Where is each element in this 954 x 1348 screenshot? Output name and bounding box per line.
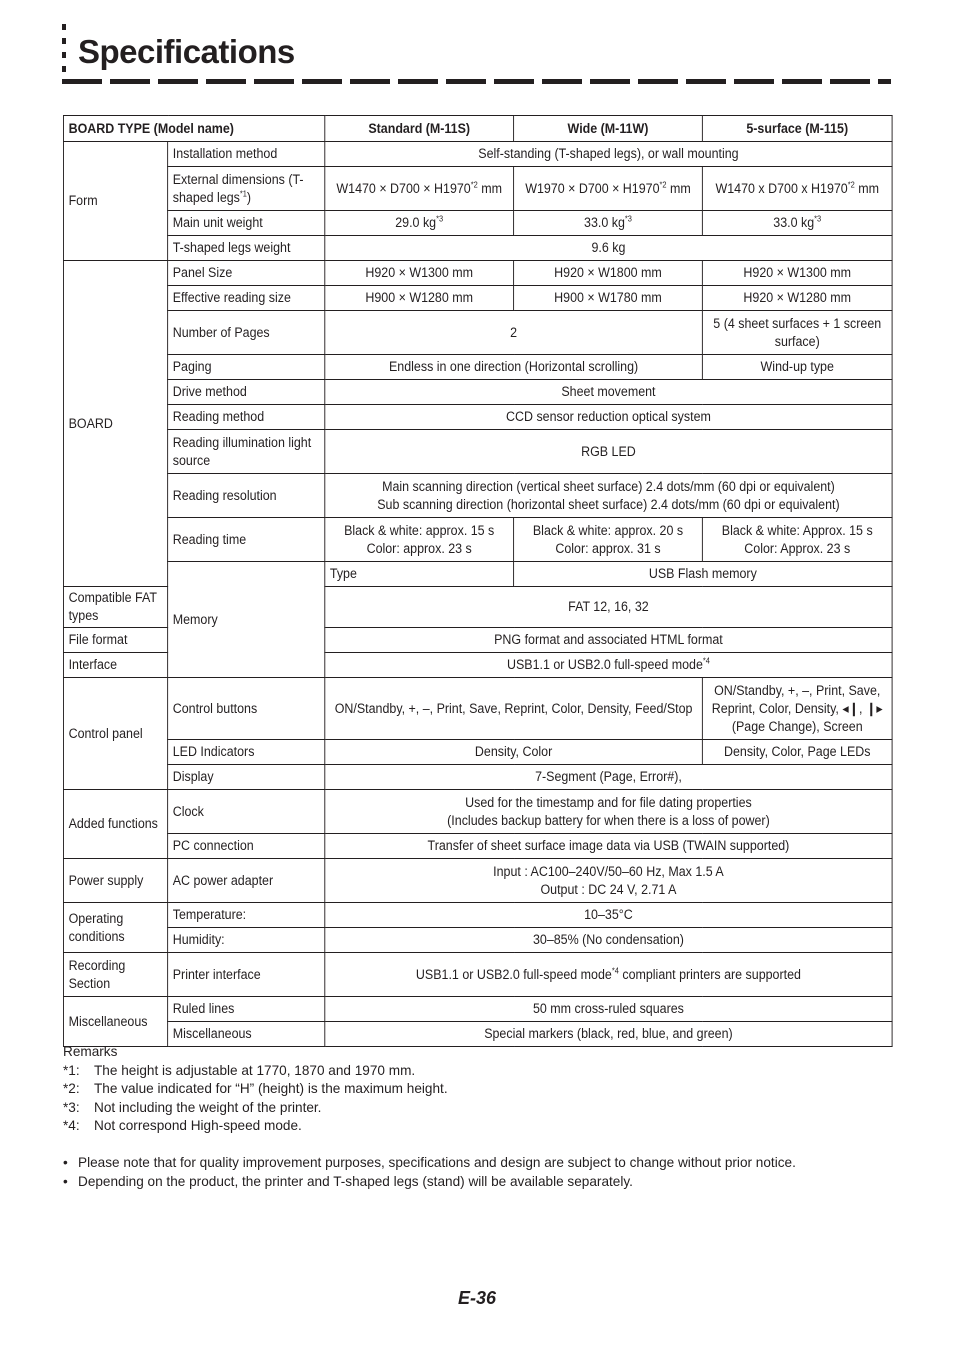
pc-connection-value: Transfer of sheet surface image data via USB (TWAIN supported) bbox=[325, 834, 892, 859]
header-standard: Standard (M-11S) bbox=[325, 116, 514, 142]
group-form: Form bbox=[63, 142, 167, 261]
row-label: Number of Pages bbox=[168, 311, 325, 355]
header-wide: Wide (M-11W) bbox=[514, 116, 703, 142]
time-standard: Black & white: approx. 15 s Color: approx. 23 s bbox=[325, 518, 514, 562]
interface-value: USB1.1 or USB2.0 full-speed mode$^{*4}$ bbox=[325, 653, 892, 678]
row-label: Temperature: bbox=[168, 903, 325, 928]
table-row bbox=[63, 286, 892, 311]
illumination-value: RGB LED bbox=[325, 430, 892, 474]
effective-wide: H900 × W1780 mm bbox=[514, 286, 703, 311]
table-row bbox=[63, 236, 892, 261]
table-row bbox=[63, 311, 892, 355]
row-label: PC connection bbox=[168, 834, 325, 859]
pages-five: 5 (4 sheet surfaces + 1 screen surface) bbox=[702, 311, 892, 355]
row-label: Clock bbox=[168, 790, 325, 834]
weight-five: 33.0 $kg^{*3}$ bbox=[702, 211, 892, 236]
table-row bbox=[63, 562, 892, 587]
row-label: Drive method bbox=[168, 380, 325, 405]
title-decoration-dots bbox=[62, 24, 66, 80]
row-label: Ruled lines bbox=[168, 997, 325, 1022]
row-label: Reading illumination light source bbox=[168, 430, 325, 474]
table-row bbox=[63, 355, 892, 380]
weight-standard: 29.0 $kg^{*3}$ bbox=[325, 211, 514, 236]
row-label: Installation method bbox=[168, 142, 325, 167]
time-five: Black & white: Approx. 15 s Color: Approx. 23 s bbox=[702, 518, 892, 562]
fat-value: FAT 12, 16, 32 bbox=[325, 587, 892, 628]
row-label: Main unit weight bbox=[168, 211, 325, 236]
table-row bbox=[63, 859, 892, 903]
weight-wide: 33.0 $kg^{*3}$ bbox=[514, 211, 703, 236]
panel-standard: H920 × W1300 mm bbox=[325, 261, 514, 286]
table-row bbox=[63, 903, 892, 928]
group-power-supply: Power supply bbox=[63, 859, 167, 903]
power-adapter-value: Input : AC100–240V/50–60 Hz, Max 1.5 A Output : DC 24 V, 2.71 A bbox=[325, 859, 892, 903]
external-wide: $W1970 \times D700 \times H1970^{*2}$ mm bbox=[514, 167, 703, 211]
remark-item: *4: Not correspond High-speed mode. bbox=[63, 1118, 302, 1134]
paging-standard-wide: Endless in one direction (Horizontal scrolling) bbox=[325, 355, 703, 380]
notes-list bbox=[63, 1154, 892, 1191]
table-row bbox=[63, 834, 892, 859]
row-label: Panel Size bbox=[168, 261, 325, 286]
external-standard: $W1470 \times D700 \times H1970^{*2}$ mm bbox=[325, 167, 514, 211]
table-row bbox=[63, 928, 892, 953]
installation-value: Self-standing (T-shaped legs), or wall mounting bbox=[325, 142, 892, 167]
row-label: Type bbox=[325, 562, 514, 587]
row-label: LED Indicators bbox=[168, 740, 325, 765]
table-row bbox=[63, 678, 892, 740]
row-label: Reading resolution bbox=[168, 474, 325, 518]
title-rule bbox=[62, 79, 891, 84]
row-label: Printer interface bbox=[168, 953, 325, 997]
group-miscellaneous: Miscellaneous bbox=[63, 997, 167, 1047]
row-label: Effective reading size bbox=[168, 286, 325, 311]
page-back-icon: ◂❙, bbox=[842, 700, 863, 716]
effective-five: H920 × W1280 mm bbox=[702, 286, 892, 311]
file-format-value: PNG format and associated HTML format bbox=[325, 628, 892, 653]
ruled-lines-value: 50 mm cross-ruled squares bbox=[325, 997, 892, 1022]
table-row bbox=[63, 790, 892, 834]
humidity-value: 30–85% (No condensation) bbox=[325, 928, 892, 953]
table-row bbox=[63, 211, 892, 236]
row-label: Paging bbox=[168, 355, 325, 380]
remark-item: *2: The value indicated for “H” (height) is the maximum height. bbox=[63, 1081, 448, 1097]
page-forward-icon: ❙▸ bbox=[865, 700, 883, 716]
effective-standard: H900 × W1280 mm bbox=[325, 286, 514, 311]
table-row bbox=[63, 953, 892, 997]
row-label: Reading method bbox=[168, 405, 325, 430]
time-wide: Black & white: approx. 20 s Color: approx. 31 s bbox=[514, 518, 703, 562]
buttons-standard-wide: ON/Standby, +, –, Print, Save, Reprint, Color, Density, Feed/Stop bbox=[325, 678, 703, 740]
led-five: Density, Color, Page LEDs bbox=[702, 740, 892, 765]
remarks bbox=[63, 1043, 892, 1136]
row-label: Control buttons bbox=[168, 678, 325, 740]
remark-item: *3: Not including the weight of the printer. bbox=[63, 1099, 322, 1115]
row-label: Interface bbox=[63, 653, 167, 678]
row-label: Humidity: bbox=[168, 928, 325, 953]
display-value: 7-Segment (Page, Error#), bbox=[325, 765, 892, 790]
row-label: AC power adapter bbox=[168, 859, 325, 903]
page-title: Specifications bbox=[78, 33, 295, 70]
drive-value: Sheet movement bbox=[325, 380, 892, 405]
table-row bbox=[63, 765, 892, 790]
bullet-icon: • bbox=[63, 1173, 68, 1189]
page-number: E-36 bbox=[457, 1288, 497, 1308]
memory-type-value: USB Flash memory bbox=[514, 562, 893, 587]
row-label: Miscellaneous bbox=[168, 1022, 325, 1047]
bullet-icon: • bbox=[63, 1155, 68, 1170]
led-standard-wide: Density, Color bbox=[325, 740, 703, 765]
buttons-five: ON/Standby, +, –, Print, Save, Reprint, Color, Density, ◂❙, ❙▸ (Page Change), Screen bbox=[702, 678, 892, 740]
row-label: External dimensions (T-shaped legs$^{*1}$) bbox=[168, 167, 325, 211]
table-header-row bbox=[63, 116, 892, 142]
group-added-functions: Added functions bbox=[63, 790, 167, 859]
group-recording-section: Recording Section bbox=[63, 953, 167, 997]
paging-five: Wind-up type bbox=[702, 355, 892, 380]
header-five-surface: 5-surface (M-115) bbox=[702, 116, 892, 142]
table-row bbox=[63, 474, 892, 518]
printer-interface-value: USB1.1 or USB2.0 full-speed mode$^{*4}$ compliant printers are supported bbox=[325, 953, 892, 997]
pages-standard-wide: 2 bbox=[325, 311, 703, 355]
group-board: BOARD bbox=[63, 261, 167, 587]
table-row bbox=[63, 518, 892, 562]
row-label: Compatible FAT types bbox=[63, 587, 167, 628]
group-operating-conditions: Operating conditions bbox=[63, 903, 167, 953]
row-label: File format bbox=[63, 628, 167, 653]
remarks-heading: Remarks bbox=[63, 1044, 118, 1059]
panel-wide: H920 × W1800 mm bbox=[514, 261, 703, 286]
clock-value: Used for the timestamp and for file dating properties (Includes backup battery for when there is a loss of power) bbox=[325, 790, 892, 834]
row-label: Display bbox=[168, 765, 325, 790]
miscellaneous-value: Special markers (black, red, blue, and green) bbox=[325, 1022, 892, 1047]
row-label: Reading time bbox=[168, 518, 325, 562]
group-memory: Memory bbox=[168, 562, 325, 678]
panel-five: H920 × W1300 mm bbox=[702, 261, 892, 286]
table-row bbox=[63, 740, 892, 765]
row-label: T-shaped legs weight bbox=[168, 236, 325, 261]
table-row bbox=[63, 380, 892, 405]
table-row bbox=[63, 167, 892, 211]
header-board-type: BOARD TYPE (Model name) bbox=[63, 116, 324, 142]
table-row bbox=[63, 405, 892, 430]
group-control-panel: Control panel bbox=[63, 678, 167, 790]
reading-method-value: CCD sensor reduction optical system bbox=[325, 405, 892, 430]
table-row bbox=[63, 430, 892, 474]
note-item: • Please note that for quality improvement purposes, specifications and design are subject to change without prior notice. bbox=[63, 1154, 892, 1173]
table-row bbox=[63, 997, 892, 1022]
table-row bbox=[63, 261, 892, 286]
table-row bbox=[63, 142, 892, 167]
temperature-value: 10–35°C bbox=[325, 903, 892, 928]
legs-weight-value: 9.6 kg bbox=[325, 236, 892, 261]
remark-item: *1: The height is adjustable at 1770, 1870 and 1970 mm. bbox=[63, 1062, 416, 1078]
note-item: • Depending on the product, the printer and T-shaped legs (stand) will be available separately. bbox=[63, 1173, 892, 1192]
resolution-value: Main scanning direction (vertical sheet surface) 2.4 dots/mm (60 dpi or equivalent) Sub scanning direction (horizontal sheet surface) 2.4 dots/mm (60 dpi or equivalent) bbox=[325, 474, 892, 518]
external-five: W1470 x D700 x H1970$^{*2}$ mm bbox=[702, 167, 892, 211]
specifications-table bbox=[63, 115, 893, 1047]
